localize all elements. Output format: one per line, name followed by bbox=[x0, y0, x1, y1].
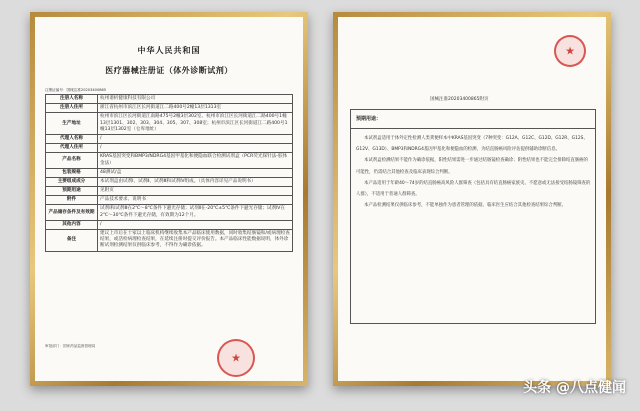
table-row bbox=[46, 95, 293, 104]
table-row bbox=[46, 196, 293, 205]
row-label: 注册人名称 bbox=[46, 95, 98, 104]
row-label: 预期用途 bbox=[46, 187, 98, 196]
table-row bbox=[46, 177, 293, 186]
table-row bbox=[46, 187, 293, 196]
row-value: KRAS基因突变和BMP3/NDRG4基因甲基化和便隐血联合检测试剂盒（PCR荧光探针法-胶体金法） bbox=[98, 153, 293, 168]
row-value: / bbox=[98, 134, 293, 143]
certificate-title: 医疗器械注册证（体外诊断试剂） bbox=[105, 65, 233, 75]
row-value: 见附页 bbox=[98, 187, 293, 196]
row-value: / bbox=[98, 220, 293, 229]
row-label: 其他内容 bbox=[46, 220, 98, 229]
row-value: 试剂Ⅰ和试剂Ⅲ在2℃～8℃条件下避光存储；试剂Ⅱ在-20℃±5℃条件下避光存储；试剂Ⅳ在2℃～30℃条件下避光存储，有效期为12个月。 bbox=[98, 205, 293, 220]
row-value: 浙江省杭州市滨江区长河街道江二路400号2幢13层1313室 bbox=[98, 104, 293, 113]
row-label: 附件 bbox=[46, 196, 98, 205]
row-label: 代理人名称 bbox=[46, 134, 98, 143]
country-title: 中华人民共和国 bbox=[137, 45, 201, 55]
table-row bbox=[46, 113, 293, 135]
seal-star-icon: ★ bbox=[231, 351, 241, 365]
certificate-paper-left bbox=[35, 17, 303, 381]
certificate-paper-right bbox=[338, 17, 606, 381]
intended-use-paragraph: 本试剂盒检测结果不能作为确诊依据，阳性结果需进一步通过结肠镜检查确诊；阴性结果也不能完全排除结直肠癌的可能性，仍需结合其他检查及临床表现综合判断。 bbox=[356, 158, 588, 175]
certificate-frame-right bbox=[333, 12, 611, 386]
intended-use-paragraph: 本产品适用于年龄40～74岁的结直肠癌高风险人群筛查（包括具有结直肠癌家族史、不愿意或无法接受结肠镜筛查的人群），不适用于普通人群筛查。 bbox=[356, 180, 591, 198]
row-value: / bbox=[98, 144, 293, 153]
row-label: 代理人住所 bbox=[46, 144, 98, 153]
row-label: 注册人住所 bbox=[46, 104, 98, 113]
table-row bbox=[46, 205, 293, 220]
table-row bbox=[46, 220, 293, 229]
table-row bbox=[46, 153, 293, 168]
row-label: 主要组成成分 bbox=[46, 177, 98, 186]
intended-use-paragraph: 本试剂盒适用于体外定性检测人类粪便样本中KRAS基因突变（7种突变：G12A、G12C、G12D、G12R、G12S、G12V、G13D）、BMP3和NDRG4基因甲基化和便隐血的检测，为结直肠癌风险评估提供辅助诊断信息。 bbox=[356, 136, 588, 153]
registration-number: 注册证编号：国械注准20203400865 bbox=[45, 88, 107, 92]
intended-use-body bbox=[356, 133, 592, 212]
row-label: 产品储存条件及有效期 bbox=[46, 205, 98, 220]
issuing-authority: 审批部门：国家药品监督管理局 bbox=[45, 344, 96, 348]
table-row bbox=[46, 230, 293, 252]
intended-use-heading: 预期用途： bbox=[350, 109, 596, 129]
table-row bbox=[46, 104, 293, 113]
row-value: 杭州市滨江区长河街道江南路475号2幢3层302室、杭州市滨江区长河街道江二路400号1幢13层1301、302、303、304、305、307、308室；杭州市滨江区长河街道江二路400号1幢13层1302室（仓库地址） bbox=[98, 113, 293, 135]
table-row bbox=[46, 134, 293, 143]
table-row bbox=[46, 168, 293, 177]
registration-table bbox=[45, 94, 293, 252]
table-row bbox=[46, 144, 293, 153]
intended-use-paragraph: 本产品检测结果仅供临床参考，不能单独作为患者管理的依据，临床医生应结合其他检查结果综合判断。 bbox=[364, 203, 566, 209]
row-label: 产品名称 bbox=[46, 153, 98, 168]
source-watermark bbox=[523, 377, 626, 397]
row-value: 48测试/盒 bbox=[98, 168, 293, 177]
row-label: 备注 bbox=[46, 230, 98, 252]
attachment-title: 国械注准20203400865附页 bbox=[430, 97, 489, 102]
row-value: 杭州谱析健康科技有限公司 bbox=[98, 95, 293, 104]
row-label: 包装规格 bbox=[46, 168, 98, 177]
certificate-frame-left bbox=[30, 12, 308, 386]
official-seal bbox=[217, 339, 255, 377]
watermark-text: 头条 @八点健闻 bbox=[523, 380, 626, 396]
row-value: 本试剂盒由试剂Ⅰ、试剂Ⅱ、试剂Ⅲ和试剂Ⅳ组成。（具体内容详见产品说明书） bbox=[98, 177, 293, 186]
row-label: 生产地址 bbox=[46, 113, 98, 135]
official-seal-attachment bbox=[554, 35, 586, 67]
row-value: 产品技术要求、说明书 bbox=[98, 196, 293, 205]
seal-star-icon: ★ bbox=[565, 44, 575, 58]
row-value: 建议上市后在十家以上临床机构继续收集本产品临床使用数据，同时收集结肠镜和/或病理检查结果，或活检病理检查结果，在延续注册时提交评价报告。本产品临床性能数据说明，体外诊断试剂检测结果仅供临床参考，不得作为确诊依据。 bbox=[98, 230, 293, 252]
